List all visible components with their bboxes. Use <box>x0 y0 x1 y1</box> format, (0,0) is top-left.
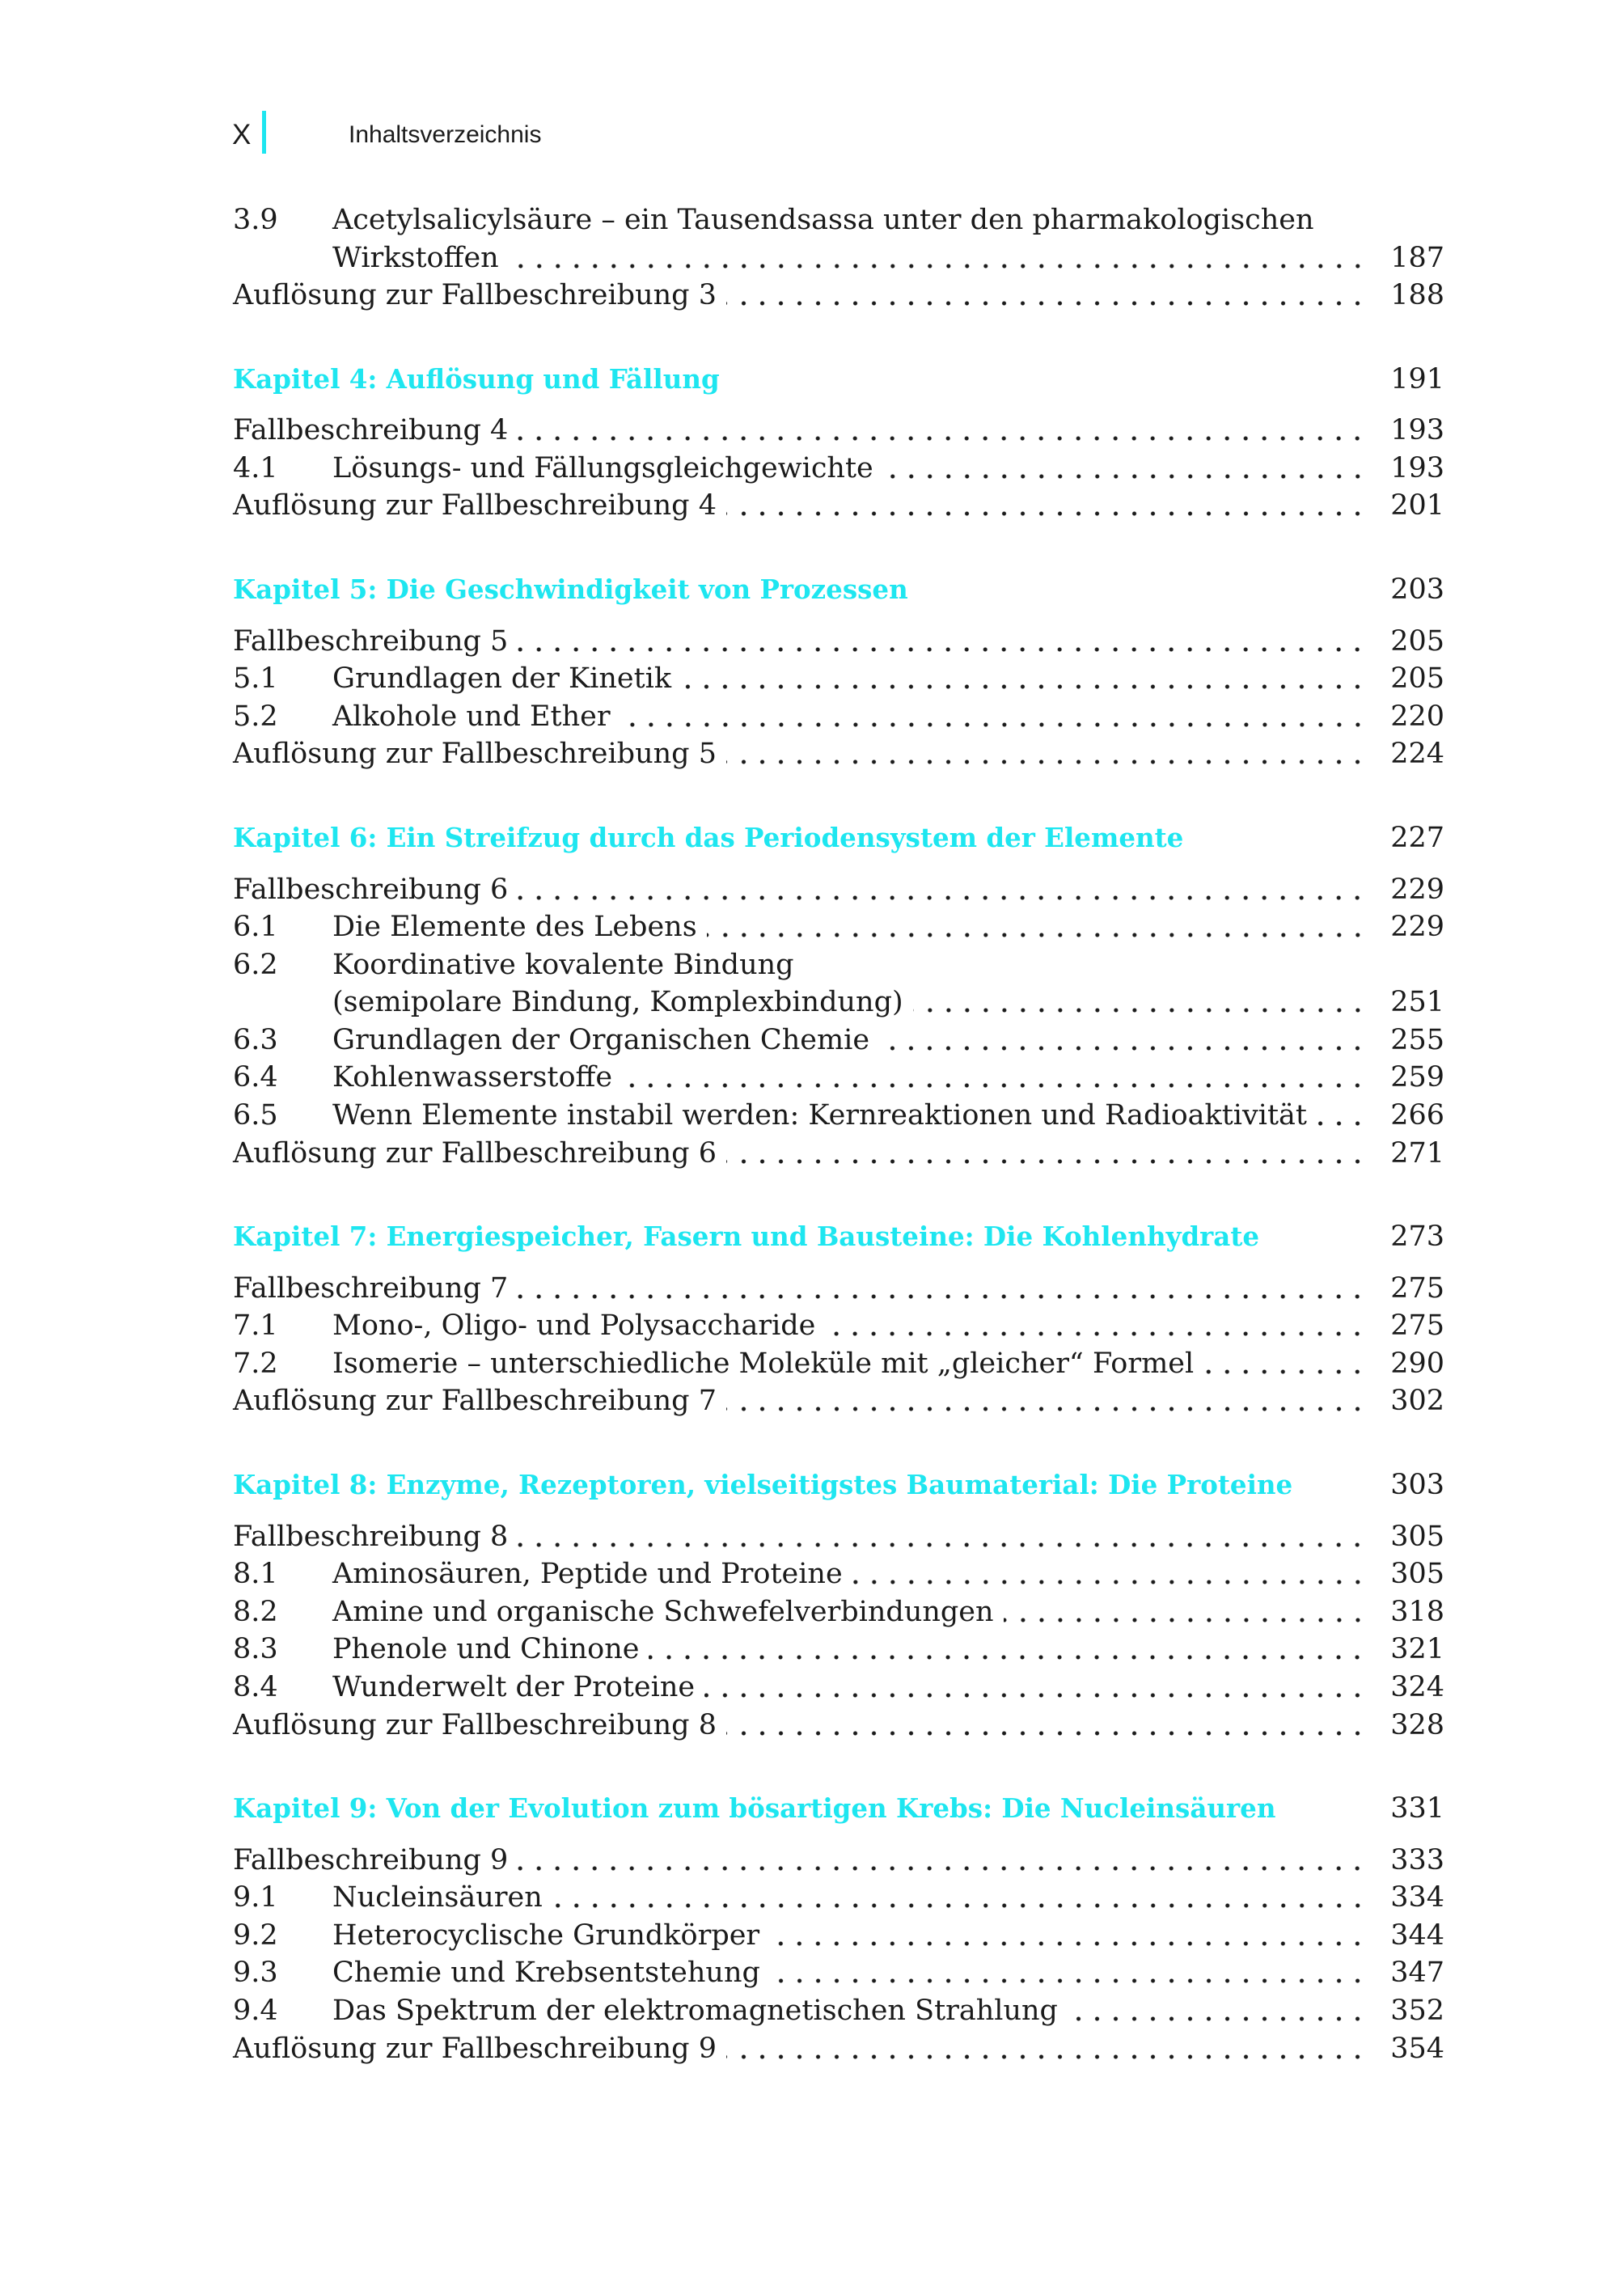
dot-leader <box>726 2030 1367 2068</box>
entry-page: 266 <box>1390 1098 1444 1132</box>
entry-title: Heterocyclische Grundkörper <box>332 1919 760 1952</box>
dot-leader <box>825 1307 1367 1345</box>
running-title: Inhaltsverzeichnis <box>349 121 542 148</box>
header-rule <box>262 111 266 154</box>
chapter-title: Kapitel 4: Auflösung und Fällung <box>233 362 720 395</box>
chapter-page: 303 <box>1390 1469 1444 1502</box>
entry-page: 275 <box>1390 1271 1444 1305</box>
toc-entry <box>233 1707 1444 1745</box>
entry-page: 224 <box>1390 738 1444 771</box>
toc-entry <box>233 1022 1444 1060</box>
section-number: 3.9 <box>233 204 278 236</box>
toc-entry <box>233 1917 1444 1955</box>
entry-title: Wunderwelt der Proteine <box>332 1670 696 1703</box>
toc-entry <box>233 1593 1444 1631</box>
dot-leader <box>770 1954 1367 1992</box>
chapter-title: Kapitel 6: Ein Streifzug durch das Periodensystem der Elemente <box>233 821 1184 853</box>
chapter-page: 227 <box>1390 821 1444 854</box>
entry-title: Lösungs- und Fällungsgleichgewichte <box>332 451 873 484</box>
chapter-7 <box>233 1218 1444 1420</box>
entry-title: Auflösung zur Fallbeschreibung 4 <box>233 489 717 522</box>
toc-entry <box>233 277 1444 315</box>
entry-title: Alkohole und Ether <box>332 700 611 733</box>
dot-leader <box>704 1669 1367 1707</box>
chapter-heading <box>233 1790 1444 1828</box>
chapter-heading <box>233 361 1444 399</box>
entry-title: Phenole und Chinone <box>332 1633 640 1666</box>
entry-title: Auflösung zur Fallbeschreibung 5 <box>233 738 717 771</box>
entry-page: 229 <box>1390 873 1444 906</box>
entry-title: Auflösung zur Fallbeschreibung 3 <box>233 279 717 312</box>
toc-entry-line <box>233 239 1444 277</box>
dot-leader <box>913 984 1367 1022</box>
entry-page: 259 <box>1390 1061 1444 1094</box>
toc-entry <box>233 1270 1444 1308</box>
entry-title-line-1: Koordinative kovalente Bindung <box>332 948 794 981</box>
section-number: 4.1 <box>233 451 278 484</box>
toc-entry <box>233 908 1444 946</box>
toc-entry <box>233 487 1444 525</box>
toc-entry <box>233 1135 1444 1173</box>
continued-section <box>233 201 1444 315</box>
toc-entry <box>233 1307 1444 1345</box>
entry-title: Fallbeschreibung 9 <box>233 1843 509 1876</box>
section-number: 9.2 <box>233 1919 278 1952</box>
chapter-9 <box>233 1790 1444 2067</box>
chapter-page: 331 <box>1390 1792 1444 1826</box>
dot-leader <box>518 871 1367 909</box>
entry-page: 324 <box>1390 1670 1444 1703</box>
chapter-8 <box>233 1466 1444 1744</box>
entry-title: Grundlagen der Organischen Chemie <box>332 1023 870 1056</box>
dot-leader <box>769 1917 1367 1955</box>
dot-leader <box>726 277 1367 315</box>
section-number: 8.2 <box>233 1595 278 1628</box>
section-number: 8.1 <box>233 1558 278 1591</box>
entry-page: 305 <box>1390 1520 1444 1553</box>
dot-leader <box>649 1631 1367 1669</box>
entry-page: 321 <box>1390 1633 1444 1666</box>
dot-leader <box>518 1518 1367 1556</box>
dot-leader <box>509 239 1367 277</box>
entry-page: 334 <box>1390 1881 1444 1914</box>
toc-entry <box>233 1345 1444 1383</box>
chapter-title: Kapitel 9: Von der Evolution zum bösartigen Krebs: Die Nucleinsäuren <box>233 1792 1276 1825</box>
dot-leader <box>518 623 1367 661</box>
section-number: 6.2 <box>233 948 278 981</box>
entry-page: 251 <box>1390 986 1444 1019</box>
entry-page: 255 <box>1390 1023 1444 1056</box>
entry-title: Wenn Elemente instabil werden: Kernreaktionen und Radioaktivität <box>332 1098 1307 1132</box>
chapter-heading <box>233 1218 1444 1256</box>
entry-page: 354 <box>1390 2032 1444 2065</box>
entry-page: 193 <box>1390 451 1444 484</box>
entry-page: 187 <box>1390 241 1444 274</box>
toc-entry <box>233 1518 1444 1556</box>
dot-leader <box>726 487 1367 525</box>
toc-entry <box>233 1382 1444 1420</box>
dot-leader <box>879 1022 1367 1060</box>
entry-page: 318 <box>1390 1595 1444 1628</box>
toc-entry <box>233 1059 1444 1097</box>
entry-page: 193 <box>1390 414 1444 447</box>
toc-entry <box>233 1842 1444 1880</box>
toc-entry <box>233 871 1444 909</box>
toc-entry-line <box>233 984 1444 1022</box>
section-number: 8.4 <box>233 1670 278 1703</box>
chapter-title: Kapitel 7: Energiespeicher, Fasern und Bausteine: Die Kohlenhydrate <box>233 1221 1260 1253</box>
dot-leader <box>726 735 1367 773</box>
chapter-heading <box>233 1466 1444 1504</box>
chapter-page: 203 <box>1390 573 1444 607</box>
section-number: 9.3 <box>233 1957 278 1990</box>
chapter-page: 273 <box>1390 1221 1444 1254</box>
section-number: 5.2 <box>233 700 278 733</box>
entry-page: 347 <box>1390 1957 1444 1990</box>
dot-leader <box>1317 1097 1367 1135</box>
entry-title-line-2: Wirkstoffen <box>332 241 499 274</box>
toc-entry <box>233 1097 1444 1135</box>
dot-leader <box>1203 1345 1367 1383</box>
entry-title: Auflösung zur Fallbeschreibung 9 <box>233 2032 717 2065</box>
entry-title: Fallbeschreibung 8 <box>233 1520 509 1553</box>
table-of-contents <box>233 201 1444 2067</box>
section-number: 8.3 <box>233 1633 278 1666</box>
chapter-6 <box>233 819 1444 1172</box>
chapter-4 <box>233 361 1444 525</box>
dot-leader <box>681 660 1367 698</box>
section-number: 9.4 <box>233 1994 278 2027</box>
dot-leader <box>1004 1593 1367 1631</box>
dot-leader <box>552 1879 1367 1917</box>
dot-leader <box>622 1059 1367 1097</box>
toc-entry <box>233 412 1444 450</box>
chapter-title: Kapitel 5: Die Geschwindigkeit von Prozessen <box>233 573 908 606</box>
toc-entry <box>233 1992 1444 2030</box>
entry-page: 201 <box>1390 489 1444 522</box>
entry-title: Fallbeschreibung 7 <box>233 1271 509 1305</box>
dot-leader <box>518 412 1367 450</box>
section-number: 6.3 <box>233 1023 278 1056</box>
entry-title: Fallbeschreibung 4 <box>233 414 509 447</box>
toc-entry <box>233 1631 1444 1669</box>
entry-title: Auflösung zur Fallbeschreibung 8 <box>233 1708 717 1741</box>
entry-title-line-1: Acetylsalicylsäure – ein Tausendsassa unter den pharmakologischen <box>332 204 1314 236</box>
section-number: 7.2 <box>233 1347 278 1380</box>
toc-entry <box>233 660 1444 698</box>
entry-page: 333 <box>1390 1843 1444 1876</box>
chapter-5 <box>233 571 1444 773</box>
dot-leader <box>518 1842 1367 1880</box>
entry-page: 275 <box>1390 1309 1444 1343</box>
toc-entry-line <box>233 946 1444 984</box>
entry-title: Aminosäuren, Peptide und Proteine <box>332 1558 843 1591</box>
toc-entry <box>233 1879 1444 1917</box>
entry-title: Auflösung zur Fallbeschreibung 7 <box>233 1385 717 1418</box>
dot-leader <box>726 1382 1367 1420</box>
entry-title: Kohlenwasserstoffe <box>332 1061 613 1094</box>
entry-page: 205 <box>1390 662 1444 696</box>
dot-leader <box>1068 1992 1367 2030</box>
dot-leader <box>726 1707 1367 1745</box>
entry-title-line-2: (semipolare Bindung, Komplexbindung) <box>332 986 903 1019</box>
entry-page: 229 <box>1390 911 1444 944</box>
dot-leader <box>707 908 1367 946</box>
entry-page: 352 <box>1390 1994 1444 2027</box>
entry-title: Das Spektrum der elektromagnetischen Strahlung <box>332 1994 1058 2027</box>
dot-leader <box>726 1135 1367 1173</box>
chapter-heading <box>233 819 1444 857</box>
chapter-title: Kapitel 8: Enzyme, Rezeptoren, vielseitigstes Baumaterial: Die Proteine <box>233 1469 1293 1501</box>
entry-title: Nucleinsäuren <box>332 1881 543 1914</box>
section-number: 6.1 <box>233 911 278 944</box>
toc-entry-line <box>233 201 1444 239</box>
entry-page: 290 <box>1390 1347 1444 1380</box>
entry-page: 305 <box>1390 1558 1444 1591</box>
section-number: 5.1 <box>233 662 278 696</box>
toc-entry <box>233 735 1444 773</box>
chapter-page: 191 <box>1390 362 1444 396</box>
toc-entry <box>233 1555 1444 1593</box>
dot-leader <box>620 698 1367 736</box>
toc-entry <box>233 1669 1444 1707</box>
entry-title: Grundlagen der Kinetik <box>332 662 672 696</box>
section-number: 6.5 <box>233 1098 278 1132</box>
entry-page: 188 <box>1390 279 1444 312</box>
entry-title: Isomerie – unterschiedliche Moleküle mit „gleicher“ Formel <box>332 1347 1195 1380</box>
toc-entry <box>233 623 1444 661</box>
entry-page: 220 <box>1390 700 1444 733</box>
entry-title: Chemie und Krebsentstehung <box>332 1957 760 1990</box>
entry-title: Auflösung zur Fallbeschreibung 6 <box>233 1136 717 1170</box>
toc-entry <box>233 1954 1444 1992</box>
section-number: 9.1 <box>233 1881 278 1914</box>
section-number: 6.4 <box>233 1061 278 1094</box>
dot-leader <box>883 450 1367 488</box>
toc-entry <box>233 2030 1444 2068</box>
dot-leader <box>518 1270 1367 1308</box>
dot-leader <box>852 1555 1367 1593</box>
entry-title: Fallbeschreibung 6 <box>233 873 509 906</box>
section-number: 7.1 <box>233 1309 278 1343</box>
entry-page: 205 <box>1390 624 1444 658</box>
entry-page: 302 <box>1390 1385 1444 1418</box>
entry-title: Die Elemente des Lebens <box>332 911 697 944</box>
entry-page: 271 <box>1390 1136 1444 1170</box>
toc-entry <box>233 698 1444 736</box>
page-number: X <box>232 119 252 150</box>
entry-title: Amine und organische Schwefelverbindungen <box>332 1595 994 1628</box>
entry-title: Fallbeschreibung 5 <box>233 624 509 658</box>
entry-page: 344 <box>1390 1919 1444 1952</box>
chapter-heading <box>233 571 1444 609</box>
entry-page: 328 <box>1390 1708 1444 1741</box>
toc-entry <box>233 450 1444 488</box>
entry-title: Mono-, Oligo- und Polysaccharide <box>332 1309 816 1343</box>
